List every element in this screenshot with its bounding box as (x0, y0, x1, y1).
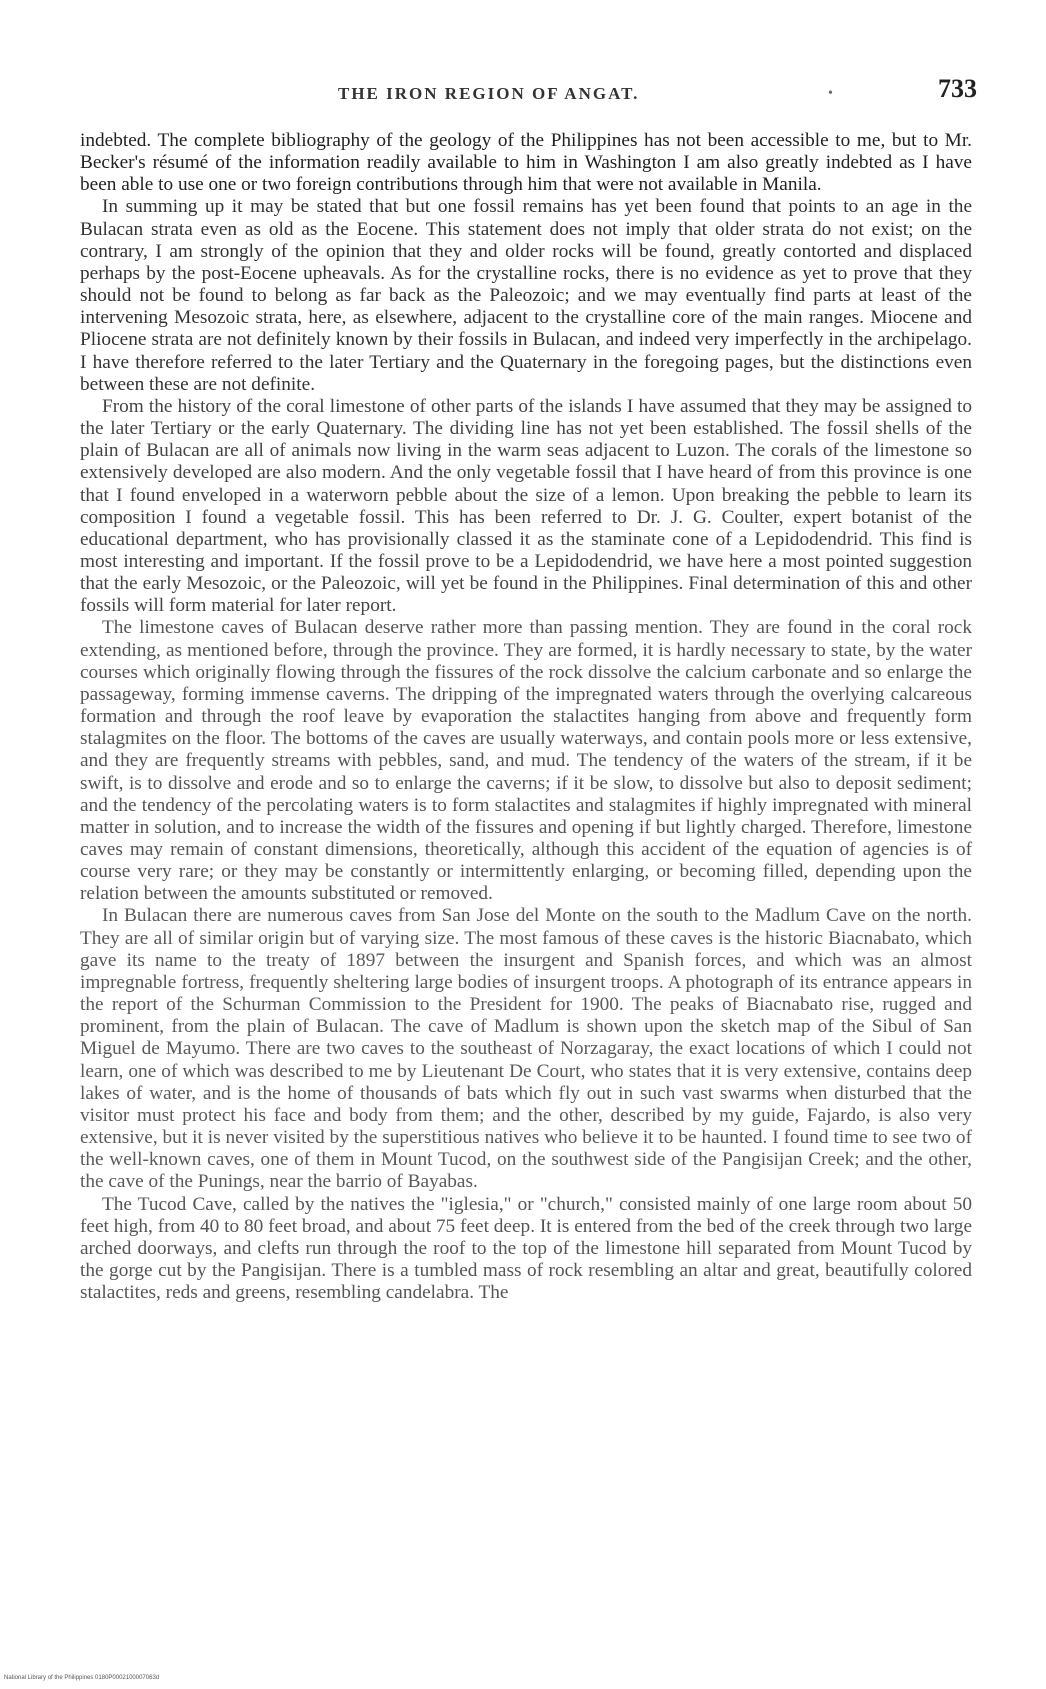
body-text (80, 130, 972, 1304)
page-number: 733 (938, 74, 977, 103)
paragraph-bibliography: indebted. The complete bibliography of the geology of the Philippines has not been accessible to me, but to Mr. Becker's résumé of the information readily available to him in Washington I am also greatly indebted as I have been able to use one or two foreign contributions through him that were not available in Manila. (80, 130, 972, 196)
paragraph-summary: In summing up it may be stated that but one fossil remains has yet been found that points to an age in the Bulacan strata even as old as the Eocene. This statement does not imply that older strata do not exist; on the contrary, I am strongly of the opinion that they and older rocks will be found, greatly contorted and displaced perhaps by the post-Eocene upheavals. As for the crystalline rocks, there is no evidence as yet to prove that they should not be found to belong as far back as the Paleozoic; and we may eventually find parts at least of the intervening Mesozoic strata, here, as elsewhere, adjacent to the crystalline core of the main ranges. Miocene and Pliocene strata are not definitely known by their fossils in Bulacan, and indeed very imperfectly in the archipelago. I have therefore referred to the later Tertiary and the Quaternary in the foregoing pages, but the distinctions even between these are not definite. (80, 196, 972, 395)
paragraph-limestone-caves: The limestone caves of Bulacan deserve rather more than passing mention. They are found in the coral rock extending, as mentioned before, through the province. They are formed, it is hardly necessary to state, by the water courses which originally flowing through the fissures of the rock dissolve the calcium carbonate and so enlarge the passageway, forming immense caverns. The dripping of the impregnated waters through the overlying calcareous formation and through the roof leave by evaporation the stalactites hanging from above and frequently form stalagmites on the floor. The bottoms of the caves are usually waterways, and contain pools more or less extensive, and they are frequently streams with pebbles, sand, and mud. The tendency of the waters of the stream, if it be swift, is to dissolve and erode and so to enlarge the caverns; if it be slow, to dissolve but also to deposit sediment; and the tendency of the percolating waters is to form stalactites and stalagmites if highly impregnated with mineral matter in solution, and to increase the width of the fissures and opening if but lightly charged. Therefore, limestone caves may remain of constant dimensions, theoretically, although this accident of the equation of agencies is of course very rare; or they may be constantly or intermittently enlarging, or becoming filled, depending upon the relation between the amounts substituted or removed. (80, 617, 972, 905)
paragraph-bulacan-caves: In Bulacan there are numerous caves from San Jose del Monte on the south to the Madlum Cave on the north. They are all of similar origin but of varying size. The most famous of these caves is the historic Biacnabato, which gave its name to the treaty of 1897 between the insurgent and Spanish forces, and which was an almost impregnable fortress, frequently sheltering large bodies of insurgent troops. A photograph of its entrance appears in the report of the Schurman Commission to the President for 1900. The peaks of Biacnabato rise, rugged and prominent, from the plain of Bulacan. The cave of Madlum is shown upon the sketch map of the Sibul of San Miguel de Mayumo. There are two caves to the southeast of Norzagaray, the exact locations of which I could not learn, one of which was described to me by Lieutenant De Court, who states that it is very extensive, contains deep lakes of water, and is the home of thousands of bats which fly out in such vast swarms when disturbed that the visitor must protect his face and body from them; and the other, described by my guide, Fajardo, is also very extensive, but it is never visited by the superstitious natives who believe it to be haunted. I found time to see two of the well-known caves, one of them in Mount Tucod, on the southwest side of the Pangisijan Creek; and the other, the cave of the Punings, near the barrio of Bayabas. (80, 905, 972, 1193)
page-header (80, 60, 977, 120)
header-ornament: • (828, 86, 833, 101)
document-page (80, 60, 977, 1304)
running-head: THE IRON REGION OF ANGAT. (338, 84, 640, 103)
paragraph-tucod-cave: The Tucod Cave, called by the natives the "iglesia," or "church," consisted mainly of one large room about 50 feet high, from 40 to 80 feet broad, and about 75 feet deep. It is entered from the bed of the creek through two large arched doorways, and clefts run through the roof to the top of the limestone hill separated from Mount Tucod by the gorge cut by the Pangisijan. There is a tumbled mass of rock resembling an altar and great, beautifully colored stalactites, reds and greens, resembling candelabra. The (80, 1193, 972, 1304)
paragraph-coral-limestone: From the history of the coral limestone of other parts of the islands I have assumed that they may be assigned to the later Tertiary or the early Quaternary. The dividing line has not yet been established. The fossil shells of the plain of Bulacan are all of animals now living in the warm seas adjacent to Luzon. The corals of the limestone so extensively developed are also modern. And the only vegetable fossil that I have heard of from this province is one that I found enveloped in a waterworn pebble about the size of a lemon. Upon breaking the pebble to learn its composition I found a vegetable fossil. This has been referred to Dr. J. G. Coulter, expert botanist of the educational department, who has provisionally classed it as the staminate cone of a Lepidodendrid. This find is most interesting and important. If the fossil prove to be a Lepidodendrid, we have here a most pointed suggestion that the early Mesozoic, or the Paleozoic, will yet be found in the Philippines. Final determination of this and other fossils will form material for later report. (80, 395, 972, 617)
scan-footer-note: National Library of the Philippines 0180P0002100007063d (4, 1675, 160, 1681)
